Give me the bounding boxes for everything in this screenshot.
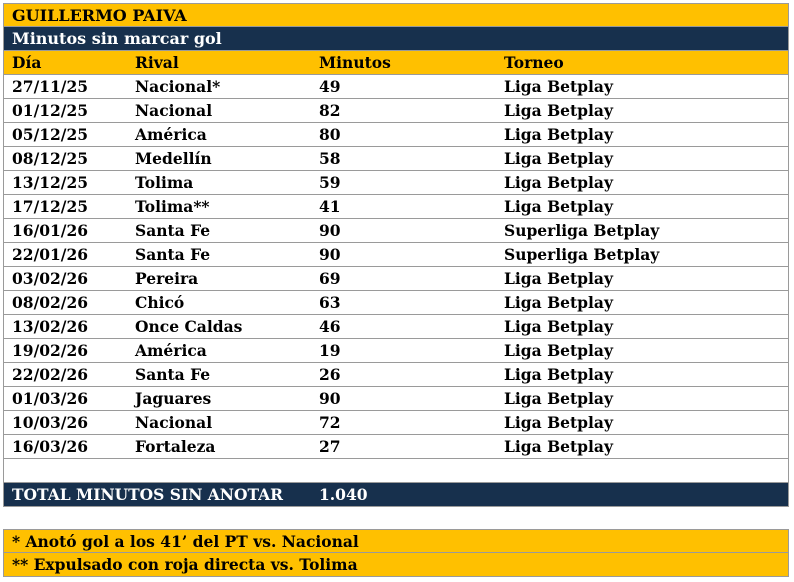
cell-torneo: Liga Betplay	[504, 293, 613, 312]
cell-rival: Pereira	[135, 269, 199, 288]
cell-minutos: 26	[319, 365, 341, 384]
cell-rival: América	[135, 341, 207, 360]
cell-rival: Medellín	[135, 149, 212, 168]
cell-torneo: Liga Betplay	[504, 173, 613, 192]
cell-dia: 13/12/25	[12, 173, 89, 192]
cell-minutos: 27	[319, 437, 341, 456]
cell-dia: 27/11/25	[12, 77, 89, 96]
player-name-banner	[3, 3, 789, 27]
cell-dia: 17/12/25	[12, 197, 89, 216]
stats-table	[3, 3, 789, 577]
table-row	[3, 147, 789, 171]
footnotes	[3, 529, 789, 577]
cell-minutos: 58	[319, 149, 341, 168]
cell-minutos: 90	[319, 389, 341, 408]
cell-dia: 19/02/26	[12, 341, 89, 360]
cell-torneo: Liga Betplay	[504, 77, 613, 96]
cell-minutos: 82	[319, 101, 341, 120]
cell-torneo: Liga Betplay	[504, 149, 613, 168]
table-row	[3, 387, 789, 411]
cell-minutos: 90	[319, 245, 341, 264]
table-row	[3, 99, 789, 123]
table-row	[3, 267, 789, 291]
cell-minutos: 59	[319, 173, 341, 192]
cell-minutos: 41	[319, 197, 341, 216]
table-row	[3, 219, 789, 243]
total-row	[3, 483, 789, 507]
cell-rival: Santa Fe	[135, 365, 211, 384]
subtitle-banner	[3, 27, 789, 51]
cell-rival: Santa Fe	[135, 245, 211, 264]
cell-rival: Fortaleza	[135, 437, 216, 456]
cell-minutos: 63	[319, 293, 341, 312]
total-label: TOTAL MINUTOS SIN ANOTAR	[12, 485, 284, 504]
cell-minutos: 19	[319, 341, 341, 360]
cell-dia: 08/02/26	[12, 293, 89, 312]
cell-rival: Tolima	[135, 173, 194, 192]
cell-rival: Nacional*	[135, 77, 221, 96]
table-row	[3, 339, 789, 363]
cell-torneo: Liga Betplay	[504, 389, 613, 408]
cell-torneo: Superliga Betplay	[504, 221, 660, 240]
cell-dia: 05/12/25	[12, 125, 89, 144]
cell-rival: Chicó	[135, 293, 185, 312]
cell-dia: 16/01/26	[12, 221, 89, 240]
footnote-1	[3, 529, 789, 553]
player-name: GUILLERMO PAIVA	[12, 6, 187, 25]
table-row	[3, 243, 789, 267]
cell-rival: Santa Fe	[135, 221, 211, 240]
table-subtitle: Minutos sin marcar gol	[12, 29, 222, 48]
cell-rival: Nacional	[135, 413, 213, 432]
cell-torneo: Liga Betplay	[504, 269, 613, 288]
total-value: 1.040	[319, 485, 368, 504]
cell-dia: 01/12/25	[12, 101, 89, 120]
cell-torneo: Liga Betplay	[504, 341, 613, 360]
table-row	[3, 123, 789, 147]
cell-torneo: Superliga Betplay	[504, 245, 660, 264]
cell-torneo: Liga Betplay	[504, 365, 613, 384]
cell-rival: Tolima**	[135, 197, 210, 216]
cell-rival: Nacional	[135, 101, 213, 120]
cell-dia: 13/02/26	[12, 317, 89, 336]
cell-torneo: Liga Betplay	[504, 413, 613, 432]
header-torneo: Torneo	[504, 53, 564, 72]
header-rival: Rival	[135, 53, 179, 72]
cell-minutos: 90	[319, 221, 341, 240]
cell-dia: 03/02/26	[12, 269, 89, 288]
cell-dia: 08/12/25	[12, 149, 89, 168]
cell-dia: 22/01/26	[12, 245, 89, 264]
cell-torneo: Liga Betplay	[504, 125, 613, 144]
footnote-2-text: ** Expulsado con roja directa vs. Tolima	[12, 555, 358, 574]
cell-rival: Jaguares	[135, 389, 212, 408]
table-row	[3, 75, 789, 99]
cell-minutos: 69	[319, 269, 341, 288]
table-row	[3, 435, 789, 459]
cell-minutos: 49	[319, 77, 341, 96]
table-row	[3, 195, 789, 219]
cell-minutos: 72	[319, 413, 341, 432]
footnote-1-text: * Anotó gol a los 41’ del PT vs. Nacional	[12, 532, 359, 551]
table-row	[3, 291, 789, 315]
footnote-2	[3, 553, 789, 577]
cell-minutos: 46	[319, 317, 341, 336]
cell-dia: 16/03/26	[12, 437, 89, 456]
table-row	[3, 171, 789, 195]
table-body	[3, 75, 789, 459]
cell-dia: 10/03/26	[12, 413, 89, 432]
cell-rival: Once Caldas	[135, 317, 243, 336]
table-row	[3, 315, 789, 339]
cell-torneo: Liga Betplay	[504, 197, 613, 216]
column-header-row	[3, 51, 789, 75]
cell-rival: América	[135, 125, 207, 144]
table-row	[3, 363, 789, 387]
empty-row	[3, 459, 789, 483]
cell-dia: 22/02/26	[12, 365, 89, 384]
cell-torneo: Liga Betplay	[504, 317, 613, 336]
cell-torneo: Liga Betplay	[504, 437, 613, 456]
cell-dia: 01/03/26	[12, 389, 89, 408]
cell-minutos: 80	[319, 125, 341, 144]
header-minutos: Minutos	[319, 53, 391, 72]
header-dia: Día	[12, 53, 42, 72]
table-row	[3, 411, 789, 435]
cell-torneo: Liga Betplay	[504, 101, 613, 120]
